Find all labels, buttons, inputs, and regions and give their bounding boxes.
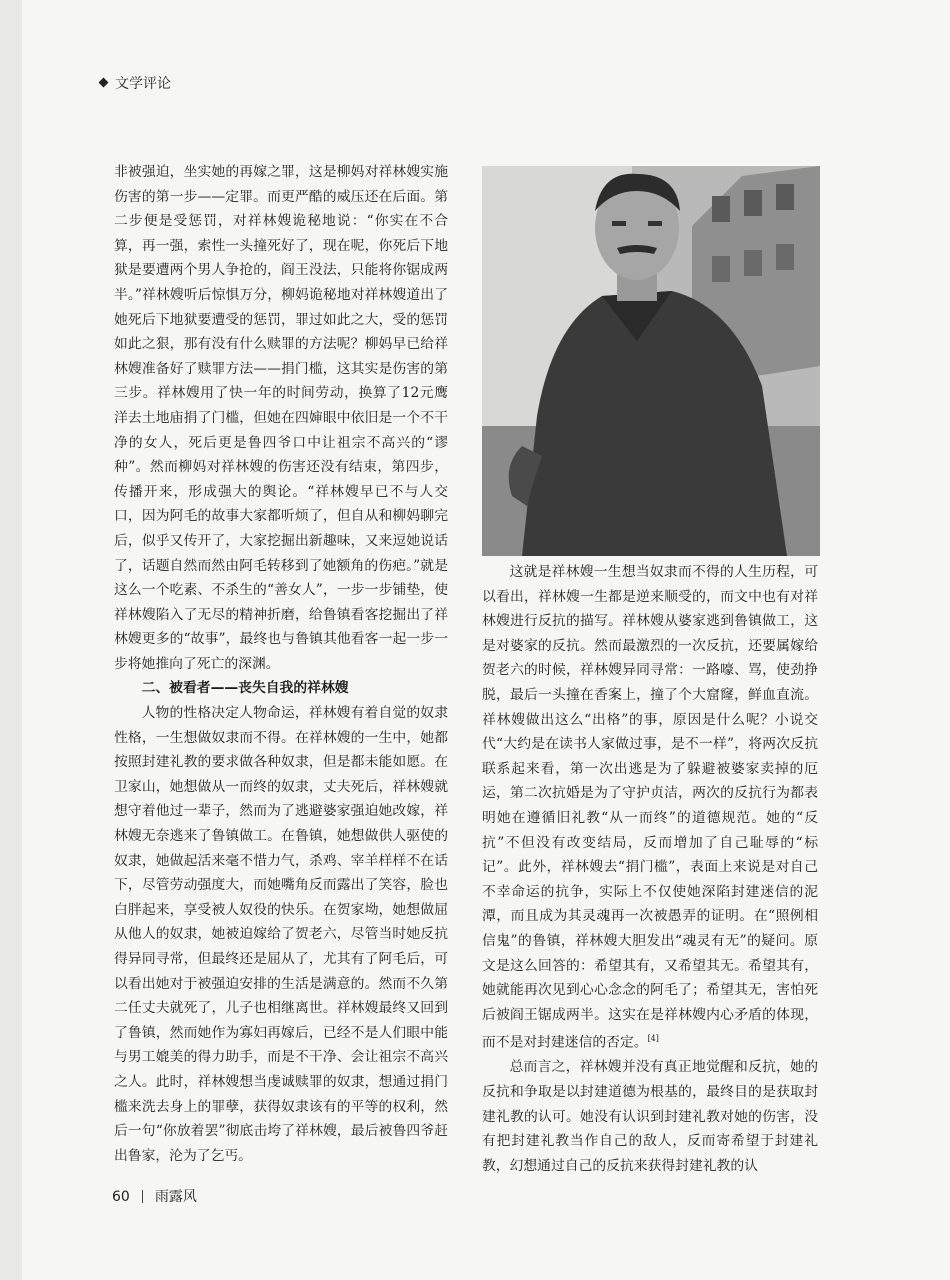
section-title: 文学评论 [115,76,171,92]
section-heading: 二、被看者——丧失自我的祥林嫂 [141,680,349,697]
portrait-photo [482,166,820,556]
section-header [100,73,171,93]
right-paragraph-1 [482,560,818,1055]
left-paragraph-2: 人物的性格决定人物命运，祥林嫂有着自觉的奴隶性格，一生想做奴隶而不得。在祥林嫂的一生中，她都按照封建礼教的要求做各种奴隶，但是都未能如愿。在卫家山，她想做从一而终的奴隶，丈夫死后，祥林嫂就想守着他过一辈子，然而为了逃避婆家强迫她改嫁，祥林嫂无奈逃来了鲁镇做工。在鲁镇，她想做供人驱使的奴隶，她做起活来毫不惜力气，杀鸡、宰羊样样不在话下，尽管劳动强度大，而她嘴角反而露出了笑容，脸也白胖起来，享受被人奴役的快乐。在贺家坳，她想做屈从他人的奴隶，她被迫嫁给了贺老六，尽管当时她反抗得异同寻常，但最终还是屈从了，尤其有了阿毛后，可以看出她对于被强迫安排的生活是满意的。然而不久第二任丈夫就死了，儿子也相继离世。祥林嫂最终又回到了鲁镇，然而她作为寡妇再嫁后，已经不是人们眼中能与男工媲美的得力助手，而是不干净、会让祖宗不高兴之人。此时，祥林嫂想当虔诚赎罪的奴隶，想通过捐门槛来洗去身上的罪孽，获得奴隶该有的平等的权利，然后一句“你放着罢”彻底击垮了祥林嫂，最后被鲁四爷赶出鲁家，沦为了乞丐。 [114,705,448,1164]
page-number: 60 [112,1189,130,1205]
left-column [114,160,448,1168]
left-paragraph-1: 非被强迫，坐实她的再嫁之罪，这是柳妈对祥林嫂实施伤害的第一步——定罪。而更严酷的威压还在后面。第二步便是受惩罚，对祥林嫂诡秘地说：“你实在不合算，再一强，索性一头撞死好了，现在呢，你死后下地狱是要遭两个男人争抢的，阎王没法，只能将你锯成两半。”祥林嫂听后惊惧万分，柳妈诡秘地对祥林嫂道出了她死后下地狱要遭受的惩罚，罪过如此之大，受的惩罚如此之狠，那有没有什么赎罪的方法呢？柳妈早已给祥林嫂准备好了赎罪方法——捐门槛，这其实是伤害的第三步。祥林嫂用了快一年的时间劳动，换算了12元鹰洋去土地庙捐了门槛，但她在四婶眼中依旧是一个不干净的女人，死后更是鲁四爷口中让祖宗不高兴的“谬种”。然而柳妈对祥林嫂的伤害还没有结束，第四步，传播开来，形成强大的舆论。“祥林嫂早已不与人交口，因为阿毛的故事大家都听烦了，但自从和柳妈聊完后，似乎又传开了，大家挖掘出新趣味，又来逗她说话了，话题自然而然由阿毛转移到了她额角的伤疤。”就是这么一个吃素、不杀生的“善女人”，一步一步铺垫，使祥林嫂陷入了无尽的精神折磨，给鲁镇看客挖掘出了祥林嫂更多的“故事”，最终也与鲁镇其他看客一起一步一步将她推向了死亡的深渊。 [114,164,448,672]
right-paragraph-2: 总而言之，祥林嫂并没有真正地觉醒和反抗，她的反抗和争取是以封建道德为根基的，最终目的是获取封建礼教的认可。她没有认识到封建礼教对她的伤害，没有把封建礼教当作自己的敌人，反而寄希望于封建礼教，幻想通过自己的反抗来获得封建礼教的认 [482,1059,818,1174]
page-edge-strip [0,0,22,1280]
footer-separator [142,1190,143,1203]
right-column [482,560,818,1178]
right-paragraph-1-text: 这就是祥林嫂一生想当奴隶而不得的人生历程，可以看出，祥林嫂一生都是逆来顺受的，而文中也有对祥林嫂进行反抗的描写。祥林嫂从婆家逃到鲁镇做工，这是对婆家的反抗。然而最激烈的一次反抗，还要属嫁给贺老六的时候，祥林嫂异同寻常：一路嚎、骂，使劲挣脱，最后一头撞在香案上，撞了个大窟窿，鲜血直流。祥林嫂做出这么“出格”的事，原因是什么呢？小说交代“大约是在读书人家做过事，是不一样”，将两次反抗联系起来看，第一次出逃是为了躲避被婆家卖掉的厄运，第二次抗婚是为了守护贞洁，两次的反抗行为都表明她在遵循旧礼教“从一而终”的道德规范。她的“反抗”不但没有改变结局，反而增加了自己耻辱的“标记”。此外，祥林嫂去“捐门槛”，表面上来说是对自己不幸命运的抗争，实际上不仅使她深陷封建迷信的泥潭，而且成为其灵魂再一次被愚弄的证明。在“照例相信鬼”的鲁镇，祥林嫂大胆发出“魂灵有无”的疑问。原文是这么回答的：希望其有，又希望其无。希望其有，她就能再次见到心心念念的阿毛了；希望其无，害怕死后被阎王锯成两半。这实在是祥林嫂内心矛盾的体现，而不是对封建迷信的否定。 [482,564,818,1051]
portrait-photo-graphic [482,166,820,556]
magazine-name: 雨露风 [154,1189,197,1205]
diamond-bullet-icon [99,78,109,88]
citation-marker: [4] [647,1034,659,1044]
page-footer [112,1186,197,1206]
